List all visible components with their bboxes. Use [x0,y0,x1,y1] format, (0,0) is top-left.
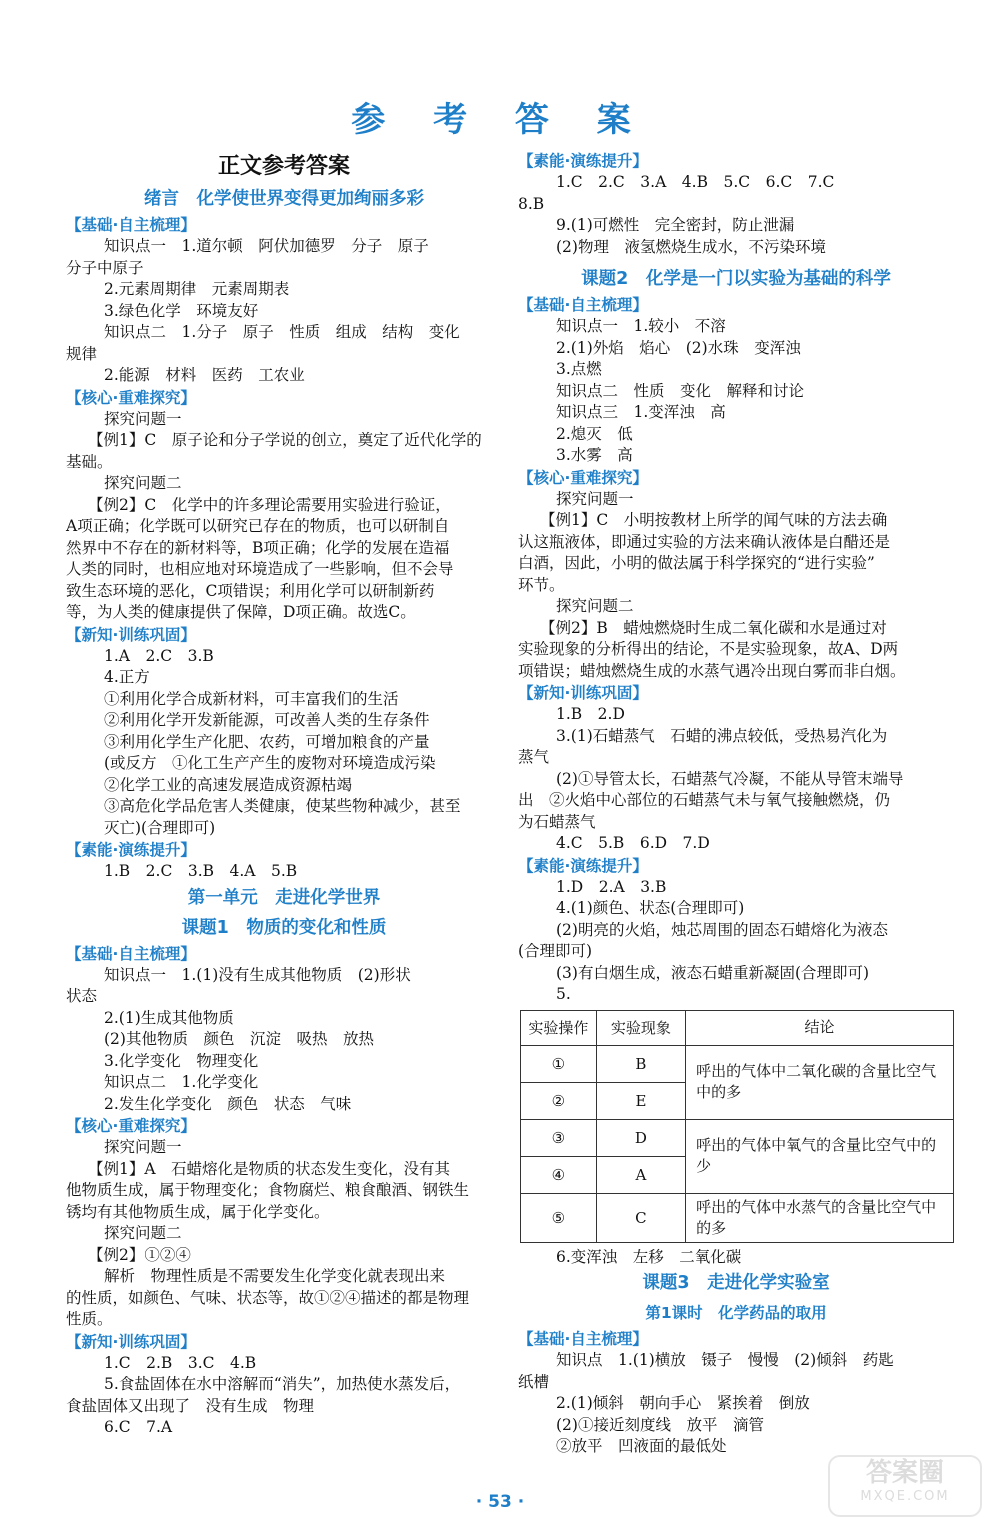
section-label: 【新知·训练巩固】 [518,684,648,702]
answer-line: A项正确；化学既可以研究已存在的物质，也可以研制自 [66,517,450,535]
topic-title: 课题1 物质的变化和性质 [181,917,387,938]
answer-line: 1.B 2.D [556,705,625,723]
answer-line: 蒸气 [518,748,550,766]
section-label: 【核心·重难探究】 [66,1117,196,1135]
section-label: 【素能·演练提升】 [66,841,196,859]
answer-line: 知识点二 1.化学变化 [104,1073,259,1091]
answer-line: 探究问题二 [104,1224,182,1242]
answer-line: (合理即可) [518,942,593,960]
answer-line: 状态 [66,987,98,1005]
lesson-title: 第1课时 化学药品的取用 [645,1304,827,1322]
table-cell: 呼出的气体中氧气的含量比空气中的少 [686,1119,954,1193]
answer-line: 解析 物理性质是不需要发生化学变化就表现出来 [104,1267,446,1285]
answer-line: 2.(1)外焰 焰心 (2)水珠 变浑浊 [556,338,801,357]
answer-line: ①利用化学合成新材料，可丰富我们的生活 [104,689,399,708]
answer-line: 分子中原子 [66,258,144,277]
answer-line: 知识点一 1.道尔顿 阿伏加德罗 分子 原子 [104,237,429,255]
answer-line: 1.C 2.B 3.C 4.B [104,1353,257,1372]
answer-line: (3)有白烟生成，液态石蜡重新凝固(合理即可) [556,963,870,982]
answer-line: 3.化学变化 物理变化 [104,1051,259,1070]
answer-line: ③高危化学品危害人类健康，使某些物种减少，甚至 [104,797,461,815]
answer-line: 他物质生成，属于物理变化；食物腐烂、粮食酿酒、钢铁生 [66,1181,470,1199]
answer-line: 【例1】A 石蜡熔化是物质的状态发生变化，没有其 [88,1159,451,1178]
answer-line: 食盐固体又出现了 没有生成 物理 [66,1396,315,1415]
answer-line: 锈均有其他物质生成，属于化学变化。 [66,1202,330,1221]
answer-line: 探究问题一 [556,489,634,508]
answer-line: 3.绿色化学 环境友好 [104,301,259,320]
table-cell: E [596,1082,685,1119]
section-label: 【核心·重难探究】 [66,388,196,407]
table-cell: 呼出的气体中二氧化碳的含量比空气中的多 [686,1045,954,1119]
section-label: 【新知·训练巩固】 [66,625,196,644]
answer-line: 1.B 2.C 3.B 4.A 5.B [104,862,298,880]
answer-line: 探究问题一 [104,409,182,428]
table-cell: ③ [521,1119,597,1156]
experiment-table [520,1010,954,1243]
answer-line: 人类的同时，也相应地对环境造成了一些影响，但不会导 [66,560,454,578]
answer-line: 【例2】C 化学中的许多理论需要用实验进行验证， [88,495,451,514]
page-number: · 53 · [475,1492,525,1512]
section-label: 【基础·自主梳理】 [518,1330,648,1348]
answer-line: 【例2】B 蜡烛燃烧时生成二氧化碳和水是通过对 [540,618,887,637]
table-header-row [521,1010,954,1045]
answer-line: (2)明亮的火焰，烛芯周围的固态石蜡熔化为液态 [556,920,888,939]
table-header: 实验现象 [596,1010,685,1045]
answer-line: 【例2】①②④ [88,1245,191,1264]
answer-line: 知识点二 1.分子 原子 性质 组成 结构 变化 [104,323,460,341]
answer-line: 【例1】C 原子论和分子学说的创立，奠定了近代化学的 [88,431,482,449]
answer-line: 性质。 [66,1310,113,1328]
section-label: 【核心·重难探究】 [518,468,648,487]
section-label: 【基础·自主梳理】 [66,944,196,963]
answer-line: 纸槽 [518,1372,550,1391]
answer-line: (2)①导管太长，石蜡蒸气冷凝，不能从导管末端导 [556,769,904,788]
answer-line: ③利用化学生产化肥、农药，可增加粮食的产量 [104,732,430,751]
answer-line: 出 ②火焰中心部位的石蜡蒸气未与氧气接触燃烧，仍 [518,791,891,809]
answer-line: 探究问题一 [104,1138,182,1156]
answer-line: 1.A 2.C 3.B [104,646,214,665]
answer-line: 规律 [66,344,98,363]
answer-line: 2.发生化学变化 颜色 状态 气味 [104,1094,352,1113]
answer-line: 3.点燃 [556,360,602,378]
table-cell: ④ [521,1156,597,1193]
answer-line: ②放平 凹液面的最低处 [556,1437,727,1455]
answer-line: 知识点二 性质 变化 解释和讨论 [556,381,805,400]
answer-line: 认这瓶液体，即通过实验的方法来确认液体是白醋还是 [518,532,891,551]
section-label: 【基础·自主梳理】 [518,296,648,314]
answer-line: 3.水雾 高 [556,446,633,464]
answer-line: 等，为人类的健康提供了保障，D项正确。故选C。 [66,603,416,621]
table-header: 结论 [686,1010,954,1045]
answer-line: 2.(1)生成其他物质 [104,1008,234,1027]
answer-line: 6.变浑浊 左移 二氧化碳 [556,1247,742,1266]
table-row [521,1193,954,1242]
table-cell: C [596,1193,685,1242]
answer-line: 探究问题二 [556,597,634,615]
table-cell: A [596,1156,685,1193]
answer-line: 项错误；蜡烛燃烧生成的水蒸气遇冷出现白雾而非白烟。 [518,661,906,680]
answer-line: ②利用化学开发新能源，可改善人类的生存条件 [104,711,430,729]
section-label: 【新知·训练巩固】 [66,1332,196,1351]
answer-line: (2)其他物质 颜色 沉淀 吸热 放热 [104,1030,374,1048]
answer-line: 灭亡)(合理即可) [104,818,216,837]
table-cell: 呼出的气体中水蒸气的含量比空气中的多 [686,1193,954,1242]
answer-line: 2.熄灭 低 [556,424,633,443]
answer-line: 基础。 [66,452,113,471]
answer-line: 1.C 2.C 3.A 4.B 5.C 6.C 7.C [556,173,835,191]
table-cell: ① [521,1045,597,1082]
section-label: 【素能·演练提升】 [518,856,648,875]
answer-line: 环节。 [518,575,565,594]
section-label: 【基础·自主梳理】 [66,216,196,234]
answer-line: 实验现象的分析得出的结论，不是实验现象，故A、D两 [518,640,899,658]
section-heading: 正文参考答案 [217,154,350,179]
answer-line: 知识点一 1.较小 不溶 [556,317,726,335]
right-column [518,150,954,1458]
answer-line: (2)①接近刻度线 放平 滴管 [556,1415,764,1434]
watermark-domain: MXQE.COM [860,1489,950,1504]
answer-line: (或反方 ①化工生产产生的废物对环境造成污染 [104,754,436,772]
answer-line: 为石蜡蒸气 [518,812,596,831]
topic-title: 课题2 化学是一门以实验为基础的科学 [581,269,891,289]
answer-line: 4.C 5.B 6.D 7.D [556,834,710,852]
answer-line: 致生态环境的恶化，C项错误；利用化学可以研制新药 [66,581,435,600]
answer-line: 3.(1)石蜡蒸气 石蜡的沸点较低，受热易汽化为 [556,726,888,745]
answer-line: 知识点 1.(1)横放 镊子 慢慢 (2)倾斜 药匙 [556,1351,894,1369]
answer-line: 5.食盐固体在水中溶解而“消失”，加热使水蒸发后， [104,1375,461,1393]
unit-title: 第一单元 走进化学世界 [187,887,381,908]
answer-line: 【例1】C 小明按教材上所学的闻气味的方法去确 [540,511,888,529]
table-cell: ② [521,1082,597,1119]
answer-line: 5. [556,985,571,1003]
answer-line: 知识点一 1.(1)没有生成其他物质 (2)形状 [104,965,411,984]
table-cell: B [596,1045,685,1082]
table-row [521,1045,954,1082]
answer-line: 1.D 2.A 3.B [556,877,667,896]
table-cell: ⑤ [521,1193,597,1242]
watermark-logo [828,1455,982,1517]
answer-line: 6.C 7.A [104,1418,173,1436]
answer-line: 知识点三 1.变浑浊 高 [556,403,726,421]
answer-line: 4.(1)颜色、状态(合理即可) [556,899,745,917]
section-label: 【素能·演练提升】 [518,152,648,170]
intro-title: 绪言 化学使世界变得更加绚丽多彩 [144,189,424,209]
table-header: 实验操作 [521,1010,597,1045]
page-title: 参 考 答 案 [351,100,649,140]
table-row [521,1119,954,1156]
watermark-chars: 答案圈 [865,1458,944,1488]
answer-line: 探究问题二 [104,474,182,492]
answer-line: 2.元素周期律 元素周期表 [104,280,290,298]
answer-line: 白酒，因此，小明的做法属于科学探究的“进行实验” [518,554,875,572]
answer-line: 8.B [518,194,545,213]
table-cell: D [596,1119,685,1156]
answer-line: 2.(1)倾斜 朝向手心 紧挨着 倒放 [556,1394,810,1412]
answer-line: 2.能源 材料 医药 工农业 [104,366,305,384]
topic-title: 课题3 走进化学实验室 [642,1273,830,1293]
answer-line: 然界中不存在的新材料等，B项正确；化学的发展在造福 [66,538,450,557]
left-column [66,150,502,1439]
answer-line: 9.(1)可燃性 完全密封，防止泄漏 [556,216,795,234]
answer-line: 4.正方 [104,668,150,686]
answer-line: ②化学工业的高速发展造成资源枯竭 [104,775,353,794]
answer-line: (2)物理 液氢燃烧生成水，不污染环境 [556,237,826,256]
answer-line: 的性质，如颜色、气味、状态等，故①②④描述的都是物理 [66,1288,470,1307]
